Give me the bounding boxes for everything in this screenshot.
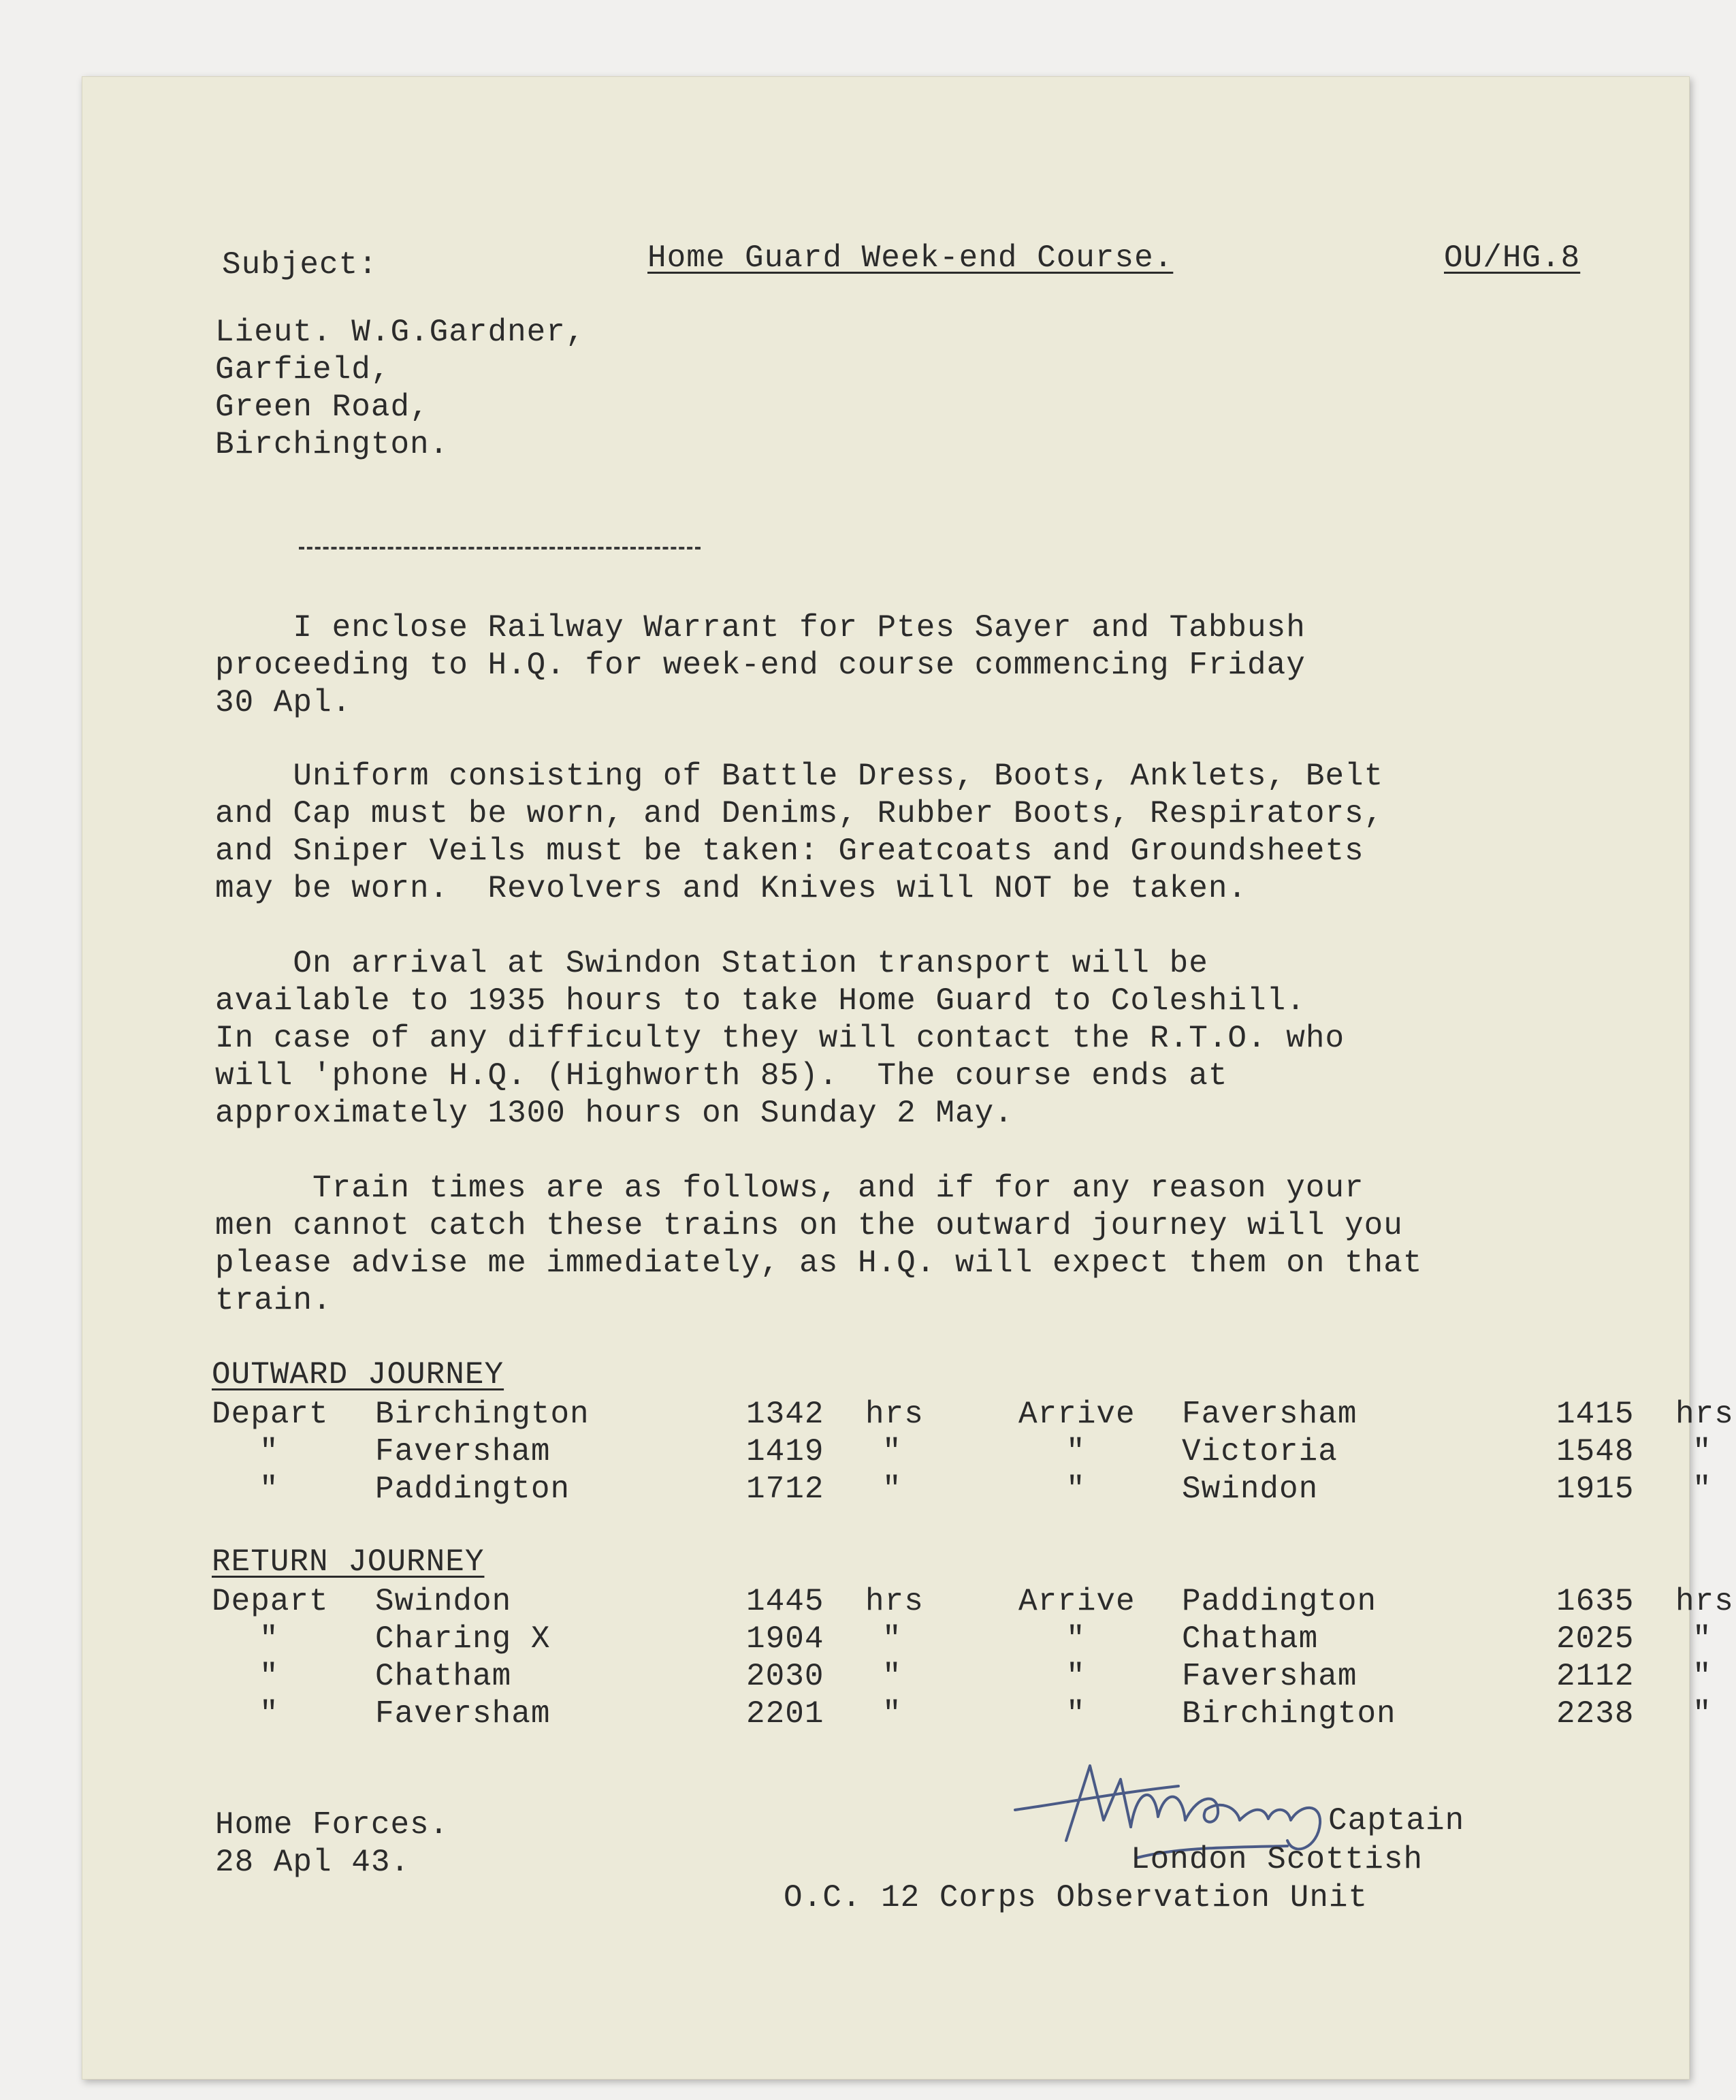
paragraph-uniform [215,758,1383,908]
signatory-regiment: London Scottish [1131,1842,1424,1877]
signatory-rank: Captain [1328,1803,1465,1839]
arrive-time: 2025 [1556,1621,1635,1657]
arrive-station: Faversham [1182,1659,1357,1694]
arrive-time: 2112 [1556,1659,1635,1694]
paragraph-line: and Sniper Veils must be taken: Greatcoats and Groundsheets [215,833,1364,869]
depart-label: " [259,1696,279,1732]
outward-journey-heading: OUTWARD JOURNEY [212,1357,504,1393]
address-line: Lieut. W.G.Gardner, [215,315,585,350]
depart-unit: hrs [865,1584,924,1619]
paragraph-line: proceeding to H.Q. for week-end course commencing Friday [215,648,1306,683]
paragraph-line: 30 Apl. [215,685,352,720]
arrive-time: 1548 [1556,1434,1635,1469]
arrive-station: Faversham [1182,1397,1357,1432]
reference-number: OU/HG.8 [1444,240,1581,276]
paragraph-line: please advise me immediately, as H.Q. will expect them on that [215,1245,1423,1281]
signatory-unit: O.C. 12 Corps Observation Unit [784,1880,1368,1915]
return-journey-heading: RETURN JOURNEY [212,1544,485,1580]
arrive-time: 1915 [1556,1471,1635,1507]
arrive-label: " [1066,1471,1086,1507]
depart-time: 2030 [746,1659,824,1694]
timetable-row [212,1433,1712,1471]
arrive-station: Swindon [1182,1471,1319,1507]
paragraph-line: and Cap must be worn, and Denims, Rubber Boots, Respirators, [215,796,1384,831]
paragraph-line: Uniform consisting of Battle Dress, Boots, Anklets, Belt [215,759,1384,794]
paragraph-line: train. [215,1283,332,1318]
paragraph-line: may be worn. Revolvers and Knives will NOT be taken. [215,871,1248,906]
paragraph-line: available to 1935 hours to take Home Guard to Coleshill. [215,983,1306,1019]
arrive-unit: " [1692,1621,1712,1657]
depart-unit: " [882,1434,902,1469]
depart-time: 1712 [746,1471,824,1507]
recipient-address [215,314,585,464]
footer-origin: Home Forces. [215,1807,449,1843]
arrive-unit: hrs [1675,1397,1734,1432]
arrive-label: Arrive [1018,1584,1136,1619]
depart-label: " [259,1621,279,1657]
depart-station: Charing X [375,1621,551,1657]
arrive-station: Chatham [1182,1621,1319,1657]
arrive-time: 2238 [1556,1696,1635,1732]
arrive-label: " [1066,1434,1086,1469]
timetable-row [212,1471,1712,1508]
return-journey-table [212,1583,1734,1733]
depart-station: Faversham [375,1696,551,1732]
arrive-unit: hrs [1675,1584,1734,1619]
footer-origin-block [215,1807,449,1881]
depart-label: " [259,1471,279,1507]
depart-unit: hrs [865,1397,924,1432]
depart-time: 1445 [746,1584,824,1619]
paragraph-line: I enclose Railway Warrant for Ptes Sayer and Tabbush [215,610,1306,646]
depart-label: " [259,1434,279,1469]
address-line: Green Road, [215,389,430,425]
depart-unit: " [882,1696,902,1732]
depart-unit: " [882,1621,902,1657]
timetable-row [212,1583,1734,1621]
letter-sheet [82,76,1734,2080]
subject-title: Home Guard Week-end Course. [647,240,1174,276]
depart-station: Swindon [375,1584,512,1619]
depart-time: 2201 [746,1696,824,1732]
depart-station: Chatham [375,1659,512,1694]
arrive-unit: " [1692,1434,1712,1469]
footer-date: 28 Apl 43. [215,1845,411,1880]
paragraph-line: On arrival at Swindon Station transport will be [215,946,1208,981]
arrive-unit: " [1692,1696,1712,1732]
paragraph-line: men cannot catch these trains on the outward journey will you [215,1208,1403,1243]
arrive-station: Paddington [1182,1584,1377,1619]
arrive-station: Victoria [1182,1434,1338,1469]
address-divider [299,547,701,550]
paragraph-line: approximately 1300 hours on Sunday 2 May. [215,1096,1014,1131]
paragraph-train-times [215,1170,1422,1320]
arrive-unit: " [1692,1659,1712,1694]
timetable-row [212,1696,1712,1733]
paragraph-arrival [215,945,1345,1132]
paragraph-railway-warrant [215,609,1306,722]
arrive-label: " [1066,1659,1086,1694]
depart-unit: " [882,1659,902,1694]
depart-label: Depart [212,1397,329,1432]
arrive-time: 1415 [1556,1397,1635,1432]
timetable-row [212,1621,1712,1658]
depart-unit: " [882,1471,902,1507]
subject-label: Subject: [222,247,378,283]
arrive-unit: " [1692,1471,1712,1507]
depart-time: 1342 [746,1397,824,1432]
depart-station: Paddington [375,1471,570,1507]
depart-time: 1419 [746,1434,824,1469]
depart-station: Faversham [375,1434,551,1469]
paragraph-line: In case of any difficulty they will contact the R.T.O. who [215,1021,1345,1056]
timetable-row [212,1658,1712,1696]
arrive-label: " [1066,1696,1086,1732]
arrive-label: Arrive [1018,1397,1136,1432]
arrive-station: Birchington [1182,1696,1396,1732]
depart-label: " [259,1659,279,1694]
paragraph-line: Train times are as follows, and if for any reason your [215,1171,1364,1206]
depart-label: Depart [212,1584,329,1619]
arrive-label: " [1066,1621,1086,1657]
address-line: Garfield, [215,352,391,387]
timetable-row [212,1396,1734,1433]
depart-time: 1904 [746,1621,824,1657]
outward-journey-table [212,1396,1734,1508]
arrive-time: 1635 [1556,1584,1635,1619]
paragraph-line: will 'phone H.Q. (Highworth 85). The course ends at [215,1058,1228,1094]
depart-station: Birchington [375,1397,590,1432]
address-line: Birchington. [215,427,449,462]
